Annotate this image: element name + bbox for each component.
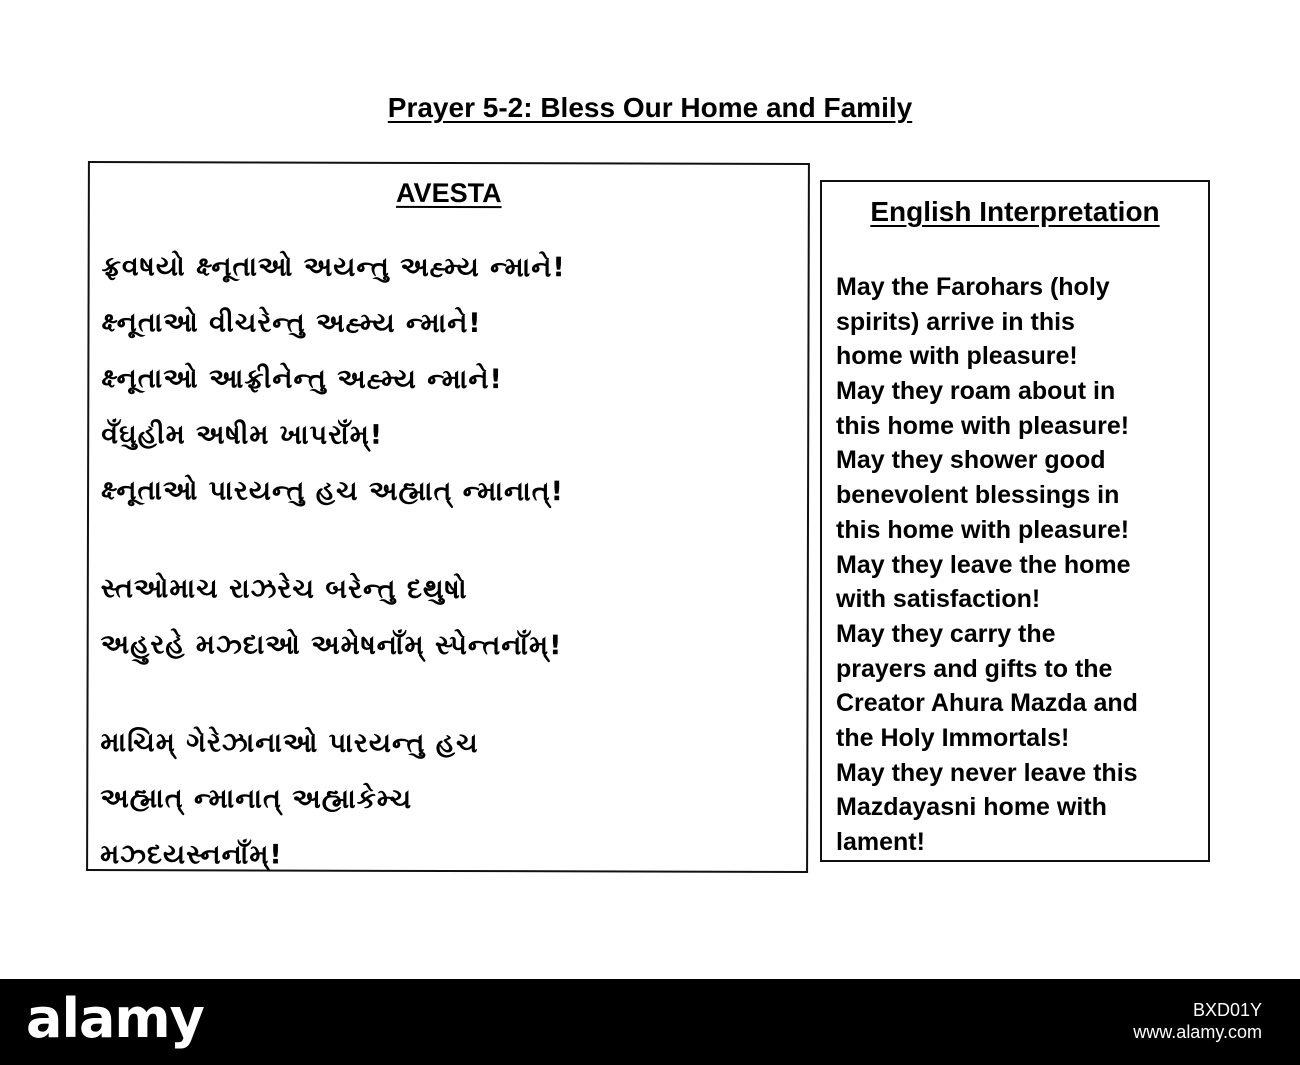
english-line: the Holy Immortals!	[836, 723, 1070, 752]
english-line: May they shower good	[836, 446, 1106, 475]
english-line: May the Farohars (holy	[836, 273, 1110, 301]
image-id: BXD01Y	[1192, 1000, 1262, 1020]
english-line: May they roam about in	[836, 377, 1116, 406]
avesta-panel	[86, 161, 810, 873]
english-line: Creator Ahura Mazda and	[836, 689, 1138, 718]
english-line: spirits) arrive in this	[836, 307, 1075, 336]
avesta-line: અહુરહે મઝ્દાઓ અમેષનાઁમ્ સ્પેન્તનાઁમ્!	[100, 629, 563, 662]
english-heading: English Interpretation	[870, 196, 1160, 227]
image-credit	[1133, 999, 1262, 1043]
english-line: with satisfaction!	[836, 585, 1041, 614]
english-line: lament!	[836, 828, 925, 856]
stanza-gap	[100, 673, 800, 717]
site-url: www.alamy.com	[1133, 1022, 1262, 1042]
english-line: May they carry the	[836, 619, 1056, 648]
english-line: home with pleasure!	[836, 342, 1078, 371]
english-line: Mazdayasni home with	[836, 793, 1107, 822]
avesta-text	[100, 239, 802, 885]
alamy-logo: alamy	[26, 987, 204, 1050]
avesta-line: મઝ્દયસ્નનાઁમ્!	[100, 839, 283, 871]
avesta-line: ક્ષ્નૂતાઓ આફ્રીનેન્તુ અહ્મ્ય ન્માને!	[101, 363, 503, 396]
english-line: this home with pleasure!	[836, 411, 1130, 440]
english-text	[836, 270, 1206, 860]
english-line: prayers and gifts to the	[836, 654, 1113, 683]
avesta-line: ફ્રવષયો ક્ષ્નૂતાઓ અયન્તુ અહ્મ્ય ન્માને!	[101, 251, 566, 284]
english-line: benevolent blessings in	[836, 481, 1120, 510]
stanza-gap	[101, 519, 801, 563]
avesta-line: માચિમ્ ગેરેઝાનાઓ પારયન્તુ હચ	[100, 727, 479, 760]
english-line: this home with pleasure!	[836, 515, 1130, 544]
avesta-line: વઁઘુહીમ અષીમ ખાપરાઁમ્!	[101, 419, 384, 451]
english-line: May they never leave this	[836, 758, 1138, 787]
page-title: Prayer 5-2: Bless Our Home and Family	[387, 92, 913, 123]
avesta-line: સ્તઓમાચ રાઝરેચ બરેન્તુ દથુષો	[100, 573, 468, 606]
avesta-line: ક્ષ્નૂતાઓ પારયન્તુ હચ અહ્માત્ ન્માનાત્!	[101, 475, 564, 508]
english-line: May they leave the home	[836, 550, 1131, 579]
avesta-line: ક્ષ્નૂતાઓ વીચરેન્તુ અહ્મ્ય ન્માને!	[101, 307, 482, 340]
avesta-line: અહ્માત્ ન્માનાત્ અહ્માકેમ્ચ	[100, 783, 413, 815]
english-panel	[820, 180, 1210, 862]
watermark-footer	[0, 979, 1300, 1065]
avesta-heading: AVESTA	[396, 177, 502, 209]
